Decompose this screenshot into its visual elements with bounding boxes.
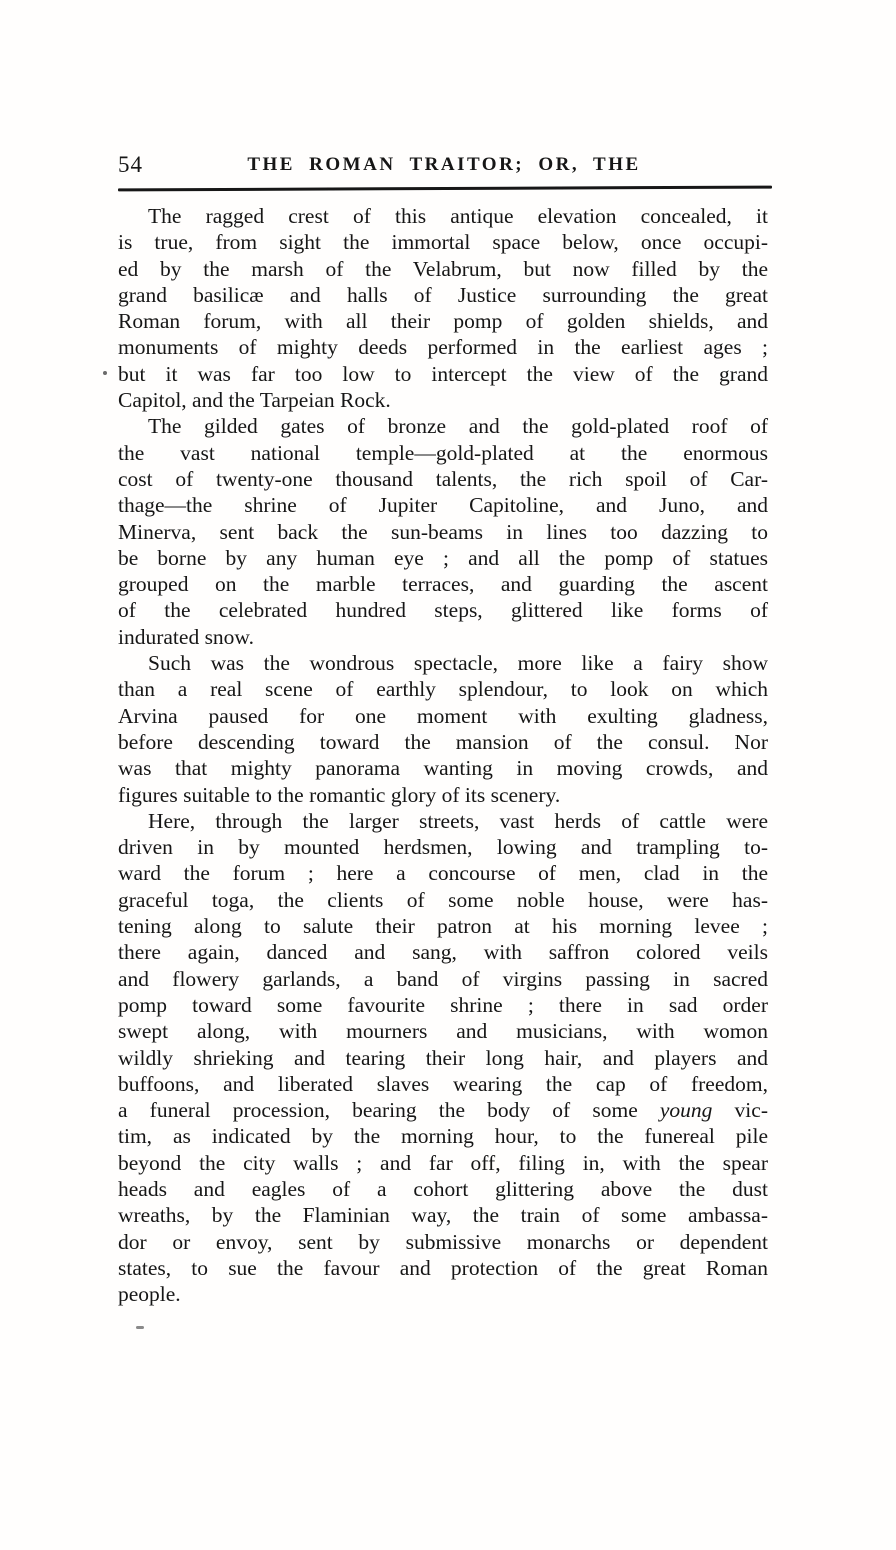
page-header [118, 150, 770, 180]
text-line: grouped on the marble terraces, and guarding the ascent [118, 572, 768, 597]
paragraph [118, 808, 768, 1308]
text-line: thage—the shrine of Jupiter Capitoline, and Juno, and [118, 493, 768, 518]
text-line: but it was far too low to intercept the view of the grand [118, 361, 768, 386]
text-line: dor or envoy, sent by submissive monarchs or dependent [118, 1229, 768, 1254]
text-line: wreaths, by the Flaminian way, the train of some ambassa- [118, 1203, 768, 1228]
header-rule [118, 186, 772, 192]
scan-artifact-dash [136, 1326, 144, 1329]
text-line: Roman forum, with all their pomp of golden shields, and [118, 309, 768, 334]
text-line: Here, through the larger streets, vast herds of cattle were [148, 808, 768, 833]
text-line: monuments of mighty deeds performed in the earliest ages ; [118, 335, 768, 360]
text-line: before descending toward the mansion of the consul. Nor [118, 729, 768, 754]
text-line: than a real scene of earthly splendour, to look on which [118, 677, 768, 702]
text-line: tim, as indicated by the morning hour, to the funereal pile [118, 1124, 768, 1149]
text-line: cost of twenty-one thousand talents, the rich spoil of Car- [118, 466, 768, 491]
text-line: people. [118, 1282, 181, 1307]
text-line: states, to sue the favour and protection of the great Roman [118, 1255, 768, 1280]
text-line: wildly shrieking and tearing their long hair, and players and [118, 1045, 768, 1070]
text-line: Capitol, and the Tarpeian Rock. [118, 388, 391, 413]
text-line: driven in by mounted herdsmen, lowing and trampling to- [118, 835, 768, 860]
text-line: heads and eagles of a cohort glittering above the dust [118, 1176, 768, 1201]
paragraph [118, 650, 768, 808]
text-line: was that mighty panorama wanting in moving crowds, and [118, 756, 768, 781]
text-line: The ragged crest of this antique elevation concealed, it [148, 204, 768, 228]
text-line: tening along to salute their patron at his morning levee ; [118, 914, 768, 939]
text-line: and flowery garlands, a band of virgins passing in sacred [118, 966, 768, 991]
emphasized-word: young [659, 1098, 713, 1123]
text-line: Arvina paused for one moment with exulting gladness, [118, 703, 768, 728]
text-line: Such was the wondrous spectacle, more like a fairy show [148, 651, 768, 676]
text-line: there again, danced and sang, with saffron colored veils [118, 940, 768, 965]
text-line: be borne by any human eye ; and all the pomp of statues [118, 545, 768, 570]
text-line: beyond the city walls ; and far off, filing in, with the spear [118, 1150, 768, 1175]
text-line: pomp toward some favourite shrine ; there in sad order [118, 992, 768, 1017]
page-number: 54 [118, 152, 143, 177]
paragraph [118, 203, 768, 413]
text-line: grand basilicæ and halls of Justice surrounding the great [118, 282, 768, 307]
text-line: ward the forum ; here a concourse of men, clad in the [118, 861, 768, 886]
text-block [118, 203, 768, 1307]
text-line: is true, from sight the immortal space below, once occupi- [118, 230, 768, 255]
text-line: graceful toga, the clients of some noble house, were has- [118, 887, 768, 912]
text-line: indurated snow. [118, 624, 254, 649]
text-line: ed by the marsh of the Velabrum, but now filled by the [118, 256, 768, 281]
text-line: buffoons, and liberated slaves wearing the cap of freedom, [118, 1071, 768, 1096]
scan-artifact-dot [103, 371, 107, 375]
paragraph [118, 413, 768, 650]
text-line: Minerva, sent back the sun-beams in lines too dazzing to [118, 519, 768, 544]
running-title: THE ROMAN TRAITOR; OR, THE [247, 154, 641, 175]
text-line: of the celebrated hundred steps, glittered like forms of [118, 598, 768, 623]
text-line: swept along, with mourners and musicians, with womon [118, 1019, 768, 1044]
text-line: The gilded gates of bronze and the gold-plated roof of [148, 414, 768, 439]
text-line: a funeral procession, bearing the body of some young vic- [118, 1098, 768, 1123]
text-line: the vast national temple—gold-plated at the enormous [118, 440, 768, 465]
text-line: figures suitable to the romantic glory of its scenery. [118, 782, 561, 807]
